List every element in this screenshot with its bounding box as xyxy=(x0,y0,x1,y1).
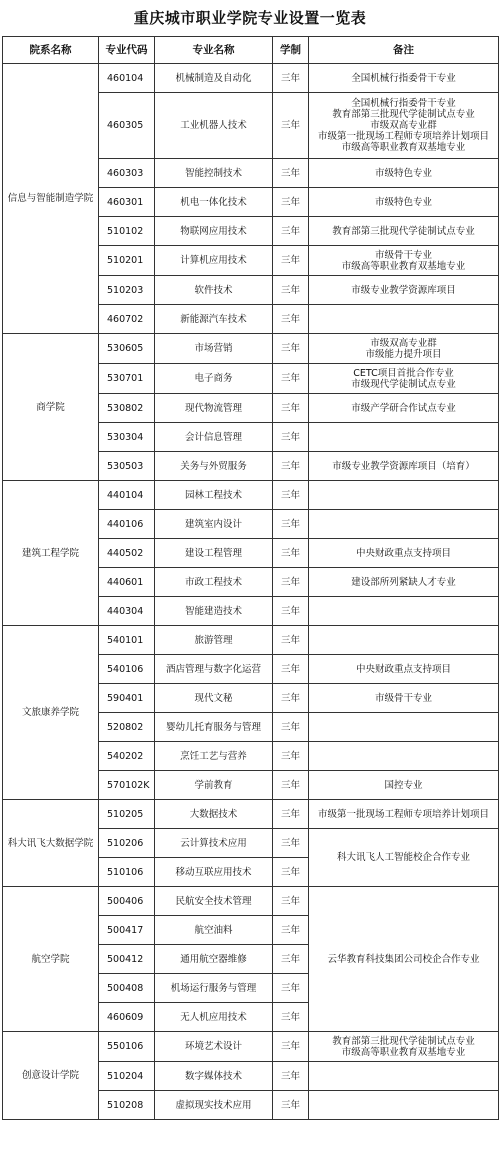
notes-cell xyxy=(309,159,499,188)
major-name-cell: 会计信息管理 xyxy=(155,423,273,452)
notes-cell xyxy=(309,305,499,334)
duration-cell: 三年 xyxy=(273,800,309,829)
note-line: 市级能力提升项目 xyxy=(365,348,442,360)
major-code-cell: 510206 xyxy=(99,829,155,858)
notes-cell xyxy=(309,713,499,742)
duration-cell: 三年 xyxy=(273,597,309,626)
department-cell: 文旅康养学院 xyxy=(3,626,99,800)
major-name-cell: 通用航空器维修 xyxy=(155,945,273,974)
notes-cell xyxy=(309,276,499,305)
notes-cell xyxy=(309,1062,499,1091)
major-name-cell: 新能源汽车技术 xyxy=(155,305,273,334)
note-line: 市级特色专业 xyxy=(374,196,432,208)
notes-cell xyxy=(309,334,499,364)
note-line: CETC项目首批合作专业 xyxy=(353,367,454,379)
duration-cell: 三年 xyxy=(273,276,309,305)
notes-cell xyxy=(309,829,499,887)
major-code-cell: 440106 xyxy=(99,510,155,539)
major-code-cell: 570102K xyxy=(99,771,155,800)
duration-cell: 三年 xyxy=(273,423,309,452)
major-name-cell: 机械制造及自动化 xyxy=(155,64,273,93)
notes-cell xyxy=(309,510,499,539)
major-name-cell: 物联网应用技术 xyxy=(155,217,273,246)
header-row xyxy=(3,37,499,64)
header-major: 专业名称 xyxy=(155,37,273,64)
major-code-cell: 460104 xyxy=(99,64,155,93)
major-name-cell: 电子商务 xyxy=(155,364,273,394)
duration-cell: 三年 xyxy=(273,188,309,217)
major-name-cell: 民航安全技术管理 xyxy=(155,887,273,916)
department-cell: 航空学院 xyxy=(3,887,99,1032)
major-name-cell: 环境艺术设计 xyxy=(155,1032,273,1062)
table-row xyxy=(3,1032,499,1062)
header-duration: 学制 xyxy=(273,37,309,64)
note-line: 市级高等职业教育双基地专业 xyxy=(341,260,466,272)
duration-cell: 三年 xyxy=(273,217,309,246)
note-line: 中央财政重点支持项目 xyxy=(355,547,451,559)
notes-cell xyxy=(309,394,499,423)
major-code-cell: 510203 xyxy=(99,276,155,305)
major-name-cell: 智能建造技术 xyxy=(155,597,273,626)
major-name-cell: 移动互联应用技术 xyxy=(155,858,273,887)
notes-cell xyxy=(309,568,499,597)
major-code-cell: 460305 xyxy=(99,93,155,159)
note-line: 市级骨干专业 xyxy=(374,249,432,261)
major-name-cell: 无人机应用技术 xyxy=(155,1003,273,1032)
notes-cell xyxy=(309,742,499,771)
major-name-cell: 市政工程技术 xyxy=(155,568,273,597)
notes-cell xyxy=(309,626,499,655)
note-line: 市级特色专业 xyxy=(374,167,432,179)
notes-cell xyxy=(309,771,499,800)
duration-cell: 三年 xyxy=(273,452,309,481)
major-name-cell: 旅游管理 xyxy=(155,626,273,655)
duration-cell: 三年 xyxy=(273,974,309,1003)
major-name-cell: 航空油料 xyxy=(155,916,273,945)
major-name-cell: 云计算技术应用 xyxy=(155,829,273,858)
notes-cell xyxy=(309,423,499,452)
notes-cell xyxy=(309,597,499,626)
major-code-cell: 530304 xyxy=(99,423,155,452)
notes-cell xyxy=(309,364,499,394)
major-code-cell: 510106 xyxy=(99,858,155,887)
duration-cell: 三年 xyxy=(273,713,309,742)
note-line: 市级双高专业群 xyxy=(370,337,437,349)
note-line: 教育部第三批现代学徒制试点专业 xyxy=(332,1035,475,1047)
table-row xyxy=(3,887,499,916)
duration-cell: 三年 xyxy=(273,64,309,93)
note-line: 市级专业教学资源库项目 xyxy=(351,284,456,296)
note-line: 全国机械行指委骨干专业 xyxy=(351,98,456,109)
major-name-cell: 建筑室内设计 xyxy=(155,510,273,539)
table-row xyxy=(3,334,499,364)
notes-cell xyxy=(309,217,499,246)
duration-cell: 三年 xyxy=(273,159,309,188)
major-code-cell: 440104 xyxy=(99,481,155,510)
duration-cell: 三年 xyxy=(273,334,309,364)
major-code-cell: 530701 xyxy=(99,364,155,394)
duration-cell: 三年 xyxy=(273,1003,309,1032)
duration-cell: 三年 xyxy=(273,246,309,276)
duration-cell: 三年 xyxy=(273,481,309,510)
table-row xyxy=(3,626,499,655)
duration-cell: 三年 xyxy=(273,887,309,916)
major-name-cell: 学前教育 xyxy=(155,771,273,800)
major-name-cell: 机场运行服务与管理 xyxy=(155,974,273,1003)
major-name-cell: 市场营销 xyxy=(155,334,273,364)
table-row xyxy=(3,800,499,829)
table-row xyxy=(3,64,499,93)
notes-cell xyxy=(309,246,499,276)
major-code-cell: 540202 xyxy=(99,742,155,771)
major-name-cell: 婴幼儿托育服务与管理 xyxy=(155,713,273,742)
duration-cell: 三年 xyxy=(273,568,309,597)
duration-cell: 三年 xyxy=(273,510,309,539)
notes-cell xyxy=(309,539,499,568)
major-name-cell: 关务与外贸服务 xyxy=(155,452,273,481)
duration-cell: 三年 xyxy=(273,626,309,655)
duration-cell: 三年 xyxy=(273,742,309,771)
major-code-cell: 590401 xyxy=(99,684,155,713)
duration-cell: 三年 xyxy=(273,945,309,974)
department-cell: 信息与智能制造学院 xyxy=(3,64,99,334)
note-line: 国控专业 xyxy=(384,779,423,791)
note-line: 市级第一批现场工程师专项培养计划项目 xyxy=(317,808,489,820)
major-code-cell: 500406 xyxy=(99,887,155,916)
duration-cell: 三年 xyxy=(273,771,309,800)
major-name-cell: 园林工程技术 xyxy=(155,481,273,510)
note-line: 建设部所列紧缺人才专业 xyxy=(351,576,456,588)
department-cell: 科大讯飞大数据学院 xyxy=(3,800,99,887)
major-name-cell: 大数据技术 xyxy=(155,800,273,829)
major-name-cell: 机电一体化技术 xyxy=(155,188,273,217)
duration-cell: 三年 xyxy=(273,655,309,684)
major-name-cell: 现代物流管理 xyxy=(155,394,273,423)
major-code-cell: 510205 xyxy=(99,800,155,829)
major-code-cell: 440502 xyxy=(99,539,155,568)
duration-cell: 三年 xyxy=(273,916,309,945)
note-line: 市级第一批现场工程师专项培养计划项目 xyxy=(317,131,489,142)
major-code-cell: 540106 xyxy=(99,655,155,684)
majors-table xyxy=(2,36,499,1120)
table-row xyxy=(3,481,499,510)
department-cell: 商学院 xyxy=(3,334,99,481)
major-code-cell: 530802 xyxy=(99,394,155,423)
note-line: 云华教育科技集团公司校企合作专业 xyxy=(327,953,480,965)
notes-cell xyxy=(309,1091,499,1120)
major-code-cell: 520802 xyxy=(99,713,155,742)
department-cell: 创意设计学院 xyxy=(3,1032,99,1120)
notes-cell xyxy=(309,481,499,510)
notes-cell xyxy=(309,887,499,1032)
major-name-cell: 计算机应用技术 xyxy=(155,246,273,276)
department-cell: 建筑工程学院 xyxy=(3,481,99,626)
duration-cell: 三年 xyxy=(273,539,309,568)
major-code-cell: 510208 xyxy=(99,1091,155,1120)
duration-cell: 三年 xyxy=(273,684,309,713)
note-line: 市级现代学徒制试点专业 xyxy=(351,378,456,390)
major-name-cell: 软件技术 xyxy=(155,276,273,305)
major-code-cell: 460702 xyxy=(99,305,155,334)
major-code-cell: 530605 xyxy=(99,334,155,364)
notes-cell xyxy=(309,452,499,481)
major-code-cell: 510204 xyxy=(99,1062,155,1091)
major-name-cell: 建设工程管理 xyxy=(155,539,273,568)
note-line: 市级产学研合作试点专业 xyxy=(351,402,456,414)
duration-cell: 三年 xyxy=(273,394,309,423)
duration-cell: 三年 xyxy=(273,829,309,858)
major-code-cell: 460303 xyxy=(99,159,155,188)
note-line: 教育部第三批现代学徒制试点专业 xyxy=(332,225,475,237)
header-code: 专业代码 xyxy=(99,37,155,64)
duration-cell: 三年 xyxy=(273,364,309,394)
note-line: 市级高等职业教育双基地专业 xyxy=(341,142,466,153)
major-name-cell: 虚拟现实技术应用 xyxy=(155,1091,273,1120)
major-code-cell: 500408 xyxy=(99,974,155,1003)
major-code-cell: 500417 xyxy=(99,916,155,945)
duration-cell: 三年 xyxy=(273,305,309,334)
major-name-cell: 烹饪工艺与营养 xyxy=(155,742,273,771)
note-line: 教育部第三批现代学徒制试点专业 xyxy=(332,109,475,120)
note-line: 市级高等职业教育双基地专业 xyxy=(341,1046,466,1058)
major-name-cell: 现代文秘 xyxy=(155,684,273,713)
duration-cell: 三年 xyxy=(273,93,309,159)
major-name-cell: 智能控制技术 xyxy=(155,159,273,188)
note-line: 中央财政重点支持项目 xyxy=(355,663,451,675)
major-code-cell: 460301 xyxy=(99,188,155,217)
major-code-cell: 550106 xyxy=(99,1032,155,1062)
major-code-cell: 440601 xyxy=(99,568,155,597)
note-line: 市级骨干专业 xyxy=(374,692,432,704)
header-notes: 备注 xyxy=(309,37,499,64)
notes-cell xyxy=(309,1032,499,1062)
major-code-cell: 510201 xyxy=(99,246,155,276)
notes-cell xyxy=(309,655,499,684)
header-department: 院系名称 xyxy=(3,37,99,64)
notes-cell xyxy=(309,800,499,829)
note-line: 市级双高专业群 xyxy=(370,120,437,131)
duration-cell: 三年 xyxy=(273,1032,309,1062)
major-code-cell: 500412 xyxy=(99,945,155,974)
table-body xyxy=(3,64,499,1120)
major-code-cell: 530503 xyxy=(99,452,155,481)
note-line: 科大讯飞人工智能校企合作专业 xyxy=(336,852,470,863)
major-code-cell: 510102 xyxy=(99,217,155,246)
duration-cell: 三年 xyxy=(273,1091,309,1120)
notes-cell xyxy=(309,188,499,217)
notes-cell xyxy=(309,64,499,93)
note-line: 全国机械行指委骨干专业 xyxy=(351,72,456,84)
page-title: 重庆城市职业学院专业设置一览表 xyxy=(133,9,367,27)
duration-cell: 三年 xyxy=(273,858,309,887)
notes-cell xyxy=(309,684,499,713)
major-code-cell: 540101 xyxy=(99,626,155,655)
duration-cell: 三年 xyxy=(273,1062,309,1091)
major-name-cell: 数字媒体技术 xyxy=(155,1062,273,1091)
note-line: 市级专业教学资源库项目（培育） xyxy=(332,460,475,472)
major-code-cell: 460609 xyxy=(99,1003,155,1032)
major-name-cell: 酒店管理与数字化运营 xyxy=(155,655,273,684)
major-code-cell: 440304 xyxy=(99,597,155,626)
major-name-cell: 工业机器人技术 xyxy=(155,93,273,159)
notes-cell xyxy=(309,93,499,159)
